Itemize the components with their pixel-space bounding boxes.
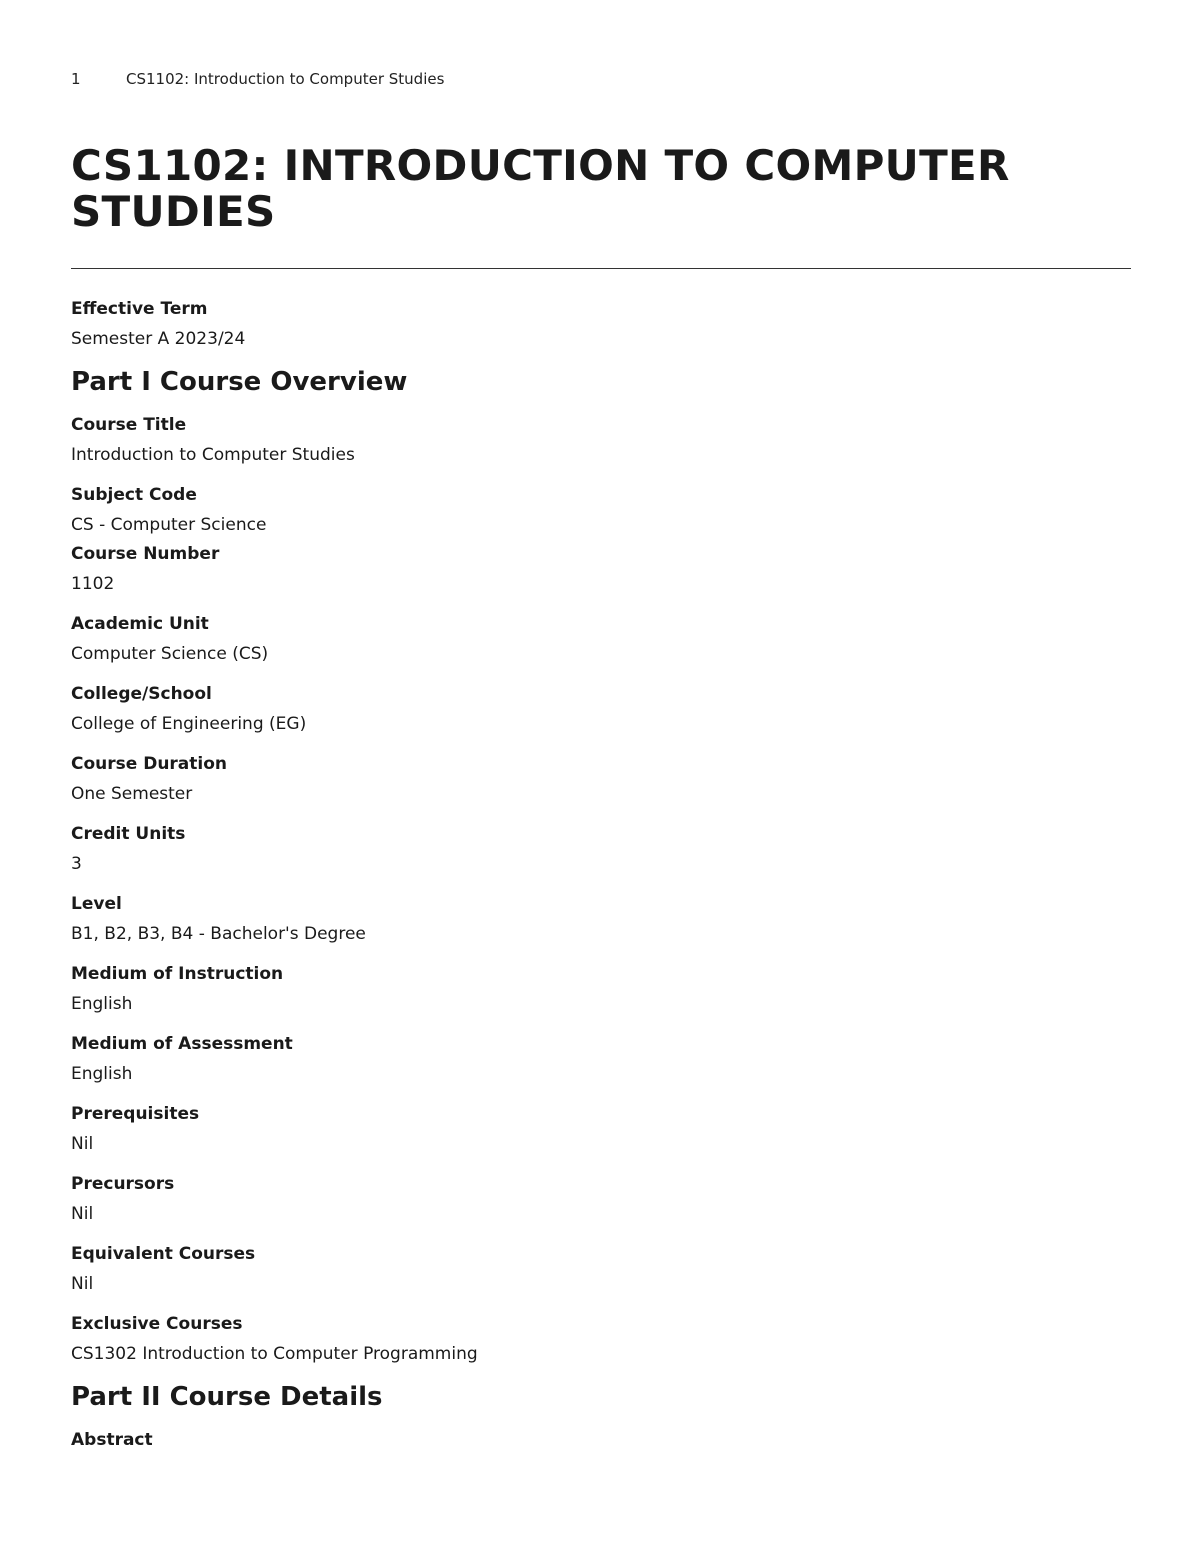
field-level <box>71 892 1131 946</box>
equivalent-courses-label: Equivalent Courses <box>71 1244 256 1264</box>
part2-heading: Part II Course Details <box>71 1382 383 1412</box>
medium-assessment-label: Medium of Assessment <box>71 1034 293 1054</box>
academic-unit-label: Academic Unit <box>71 614 209 634</box>
medium-instruction-label: Medium of Instruction <box>71 964 284 984</box>
field-academic-unit <box>71 612 1131 666</box>
field-medium-instruction <box>71 962 1131 1016</box>
prerequisites-label: Prerequisites <box>71 1104 200 1124</box>
subject-code-label: Subject Code <box>71 485 197 505</box>
field-credit-units <box>71 822 1131 876</box>
running-title: CS1102: Introduction to Computer Studies <box>126 70 445 88</box>
course-title-value: Introduction to Computer Studies <box>71 445 355 465</box>
field-college-school <box>71 682 1131 736</box>
field-medium-assessment <box>71 1032 1131 1086</box>
credit-units-label: Credit Units <box>71 824 186 844</box>
field-prerequisites <box>71 1102 1131 1156</box>
level-value: B1, B2, B3, B4 - Bachelor's Degree <box>71 924 366 944</box>
field-course-duration <box>71 752 1131 806</box>
field-equivalent-courses <box>71 1242 1131 1296</box>
page-title: CS1102: INTRODUCTION TO COMPUTER STUDIES <box>71 141 1010 236</box>
college-school-value: College of Engineering (EG) <box>71 714 307 734</box>
exclusive-courses-value: CS1302 Introduction to Computer Programming <box>71 1344 478 1364</box>
medium-assessment-value: English <box>71 1064 133 1084</box>
course-duration-value: One Semester <box>71 784 193 804</box>
field-effective-term <box>71 297 1131 351</box>
effective-term-value: Semester A 2023/24 <box>71 329 246 349</box>
running-header <box>71 70 444 88</box>
course-number-label: Course Number <box>71 544 220 564</box>
page-number: 1 <box>71 70 81 88</box>
credit-units-value: 3 <box>71 854 82 874</box>
course-title-label: Course Title <box>71 415 187 435</box>
field-precursors <box>71 1172 1131 1226</box>
course-duration-label: Course Duration <box>71 754 228 774</box>
abstract-label: Abstract <box>71 1430 153 1450</box>
prerequisites-value: Nil <box>71 1134 94 1154</box>
part1-heading: Part I Course Overview <box>71 367 408 397</box>
exclusive-courses-label: Exclusive Courses <box>71 1314 243 1334</box>
field-exclusive-courses <box>71 1312 1131 1366</box>
field-course-title <box>71 413 1131 467</box>
field-course-number <box>71 542 1131 596</box>
academic-unit-value: Computer Science (CS) <box>71 644 269 664</box>
precursors-label: Precursors <box>71 1174 175 1194</box>
subject-code-value: CS - Computer Science <box>71 515 267 535</box>
college-school-label: College/School <box>71 684 212 704</box>
level-label: Level <box>71 894 122 914</box>
field-abstract <box>71 1428 1131 1452</box>
equivalent-courses-value: Nil <box>71 1274 94 1294</box>
effective-term-label: Effective Term <box>71 299 208 319</box>
medium-instruction-value: English <box>71 994 133 1014</box>
course-number-value: 1102 <box>71 574 115 594</box>
precursors-value: Nil <box>71 1204 94 1224</box>
field-subject-code <box>71 483 1131 537</box>
title-divider <box>71 268 1131 269</box>
course-content <box>71 297 1131 1452</box>
